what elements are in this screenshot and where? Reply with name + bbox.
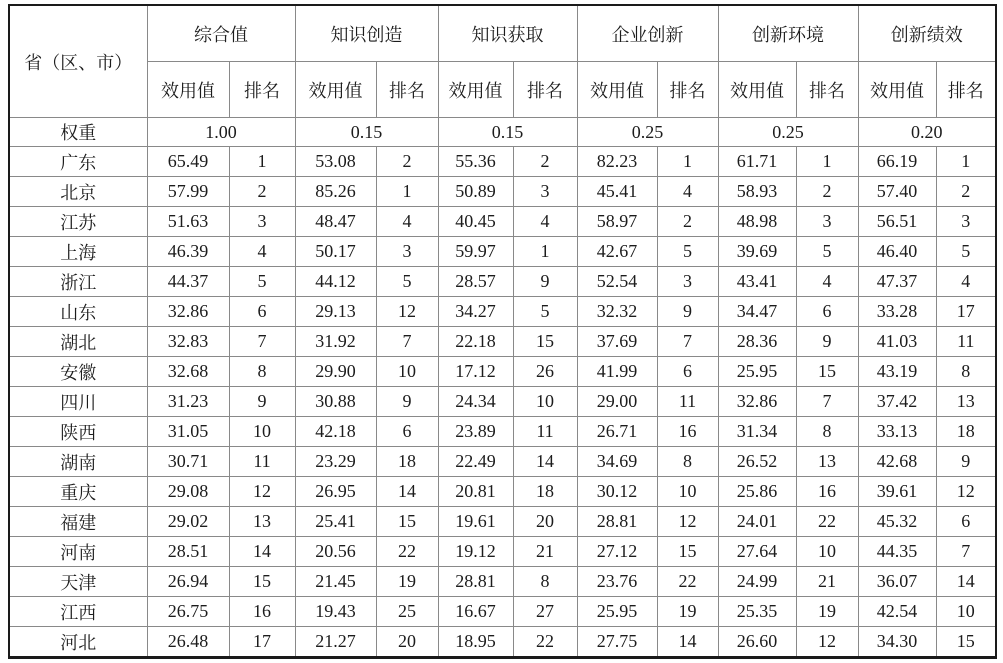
- utility-value-cell: 82.23: [577, 147, 657, 177]
- utility-value-cell: 26.94: [147, 567, 229, 597]
- utility-value-cell: 85.26: [295, 177, 376, 207]
- utility-value-cell: 66.19: [858, 147, 936, 177]
- rank-cell: 18: [936, 417, 996, 447]
- utility-value-cell: 47.37: [858, 267, 936, 297]
- utility-value-cell: 48.98: [718, 207, 796, 237]
- utility-value-cell: 46.39: [147, 237, 229, 267]
- subheader-utility: 效用值: [438, 62, 513, 118]
- rank-cell: 4: [796, 267, 858, 297]
- utility-value-cell: 19.43: [295, 597, 376, 627]
- utility-value-cell: 39.69: [718, 237, 796, 267]
- province-cell: 陕西: [9, 417, 147, 447]
- utility-value-cell: 26.75: [147, 597, 229, 627]
- rank-cell: 12: [936, 477, 996, 507]
- rank-cell: 2: [796, 177, 858, 207]
- utility-value-cell: 27.75: [577, 627, 657, 658]
- rank-cell: 8: [936, 357, 996, 387]
- rank-cell: 6: [229, 297, 295, 327]
- sub-header-row: [9, 62, 996, 118]
- rank-cell: 15: [936, 627, 996, 658]
- subheader-rank: 排名: [376, 62, 438, 118]
- utility-value-cell: 28.81: [577, 507, 657, 537]
- utility-value-cell: 42.54: [858, 597, 936, 627]
- utility-value-cell: 24.01: [718, 507, 796, 537]
- province-cell: 山东: [9, 297, 147, 327]
- utility-value-cell: 24.34: [438, 387, 513, 417]
- group-header-enterprise-innovation: 企业创新: [577, 5, 718, 62]
- rank-cell: 14: [229, 537, 295, 567]
- subheader-rank: 排名: [936, 62, 996, 118]
- rank-cell: 9: [657, 297, 718, 327]
- utility-value-cell: 26.95: [295, 477, 376, 507]
- rank-cell: 1: [376, 177, 438, 207]
- province-cell: 河南: [9, 537, 147, 567]
- rank-cell: 5: [796, 237, 858, 267]
- rank-cell: 7: [936, 537, 996, 567]
- utility-value-cell: 25.95: [577, 597, 657, 627]
- rank-cell: 20: [376, 627, 438, 658]
- table-row: [9, 477, 996, 507]
- rank-cell: 12: [229, 477, 295, 507]
- utility-value-cell: 25.86: [718, 477, 796, 507]
- utility-value-cell: 50.89: [438, 177, 513, 207]
- rank-cell: 22: [513, 627, 577, 658]
- utility-value-cell: 20.56: [295, 537, 376, 567]
- corner-header: 省（区、市）: [9, 5, 147, 118]
- utility-value-cell: 26.71: [577, 417, 657, 447]
- rank-cell: 10: [796, 537, 858, 567]
- table-row: [9, 147, 996, 177]
- rank-cell: 8: [796, 417, 858, 447]
- utility-value-cell: 34.30: [858, 627, 936, 658]
- table-row: [9, 267, 996, 297]
- rank-cell: 4: [657, 177, 718, 207]
- rank-cell: 14: [513, 447, 577, 477]
- utility-value-cell: 31.34: [718, 417, 796, 447]
- rank-cell: 5: [229, 267, 295, 297]
- rank-cell: 14: [376, 477, 438, 507]
- subheader-rank: 排名: [229, 62, 295, 118]
- rank-cell: 11: [229, 447, 295, 477]
- rank-cell: 4: [229, 237, 295, 267]
- rank-cell: 10: [936, 597, 996, 627]
- utility-value-cell: 31.05: [147, 417, 229, 447]
- utility-value-cell: 25.95: [718, 357, 796, 387]
- province-cell: 天津: [9, 567, 147, 597]
- utility-value-cell: 21.45: [295, 567, 376, 597]
- utility-value-cell: 56.51: [858, 207, 936, 237]
- utility-value-cell: 50.17: [295, 237, 376, 267]
- rank-cell: 22: [796, 507, 858, 537]
- utility-value-cell: 51.63: [147, 207, 229, 237]
- rank-cell: 2: [657, 207, 718, 237]
- utility-value-cell: 29.90: [295, 357, 376, 387]
- rank-cell: 19: [376, 567, 438, 597]
- rank-cell: 11: [936, 327, 996, 357]
- rank-cell: 22: [376, 537, 438, 567]
- rank-cell: 14: [657, 627, 718, 658]
- utility-value-cell: 29.02: [147, 507, 229, 537]
- utility-value-cell: 32.83: [147, 327, 229, 357]
- rank-cell: 15: [657, 537, 718, 567]
- weight-row: [9, 118, 996, 147]
- rank-cell: 10: [657, 477, 718, 507]
- utility-value-cell: 22.49: [438, 447, 513, 477]
- utility-value-cell: 31.92: [295, 327, 376, 357]
- weight-label: 权重: [9, 118, 147, 147]
- rank-cell: 22: [657, 567, 718, 597]
- rank-cell: 16: [229, 597, 295, 627]
- rank-cell: 9: [513, 267, 577, 297]
- province-cell: 河北: [9, 627, 147, 658]
- rank-cell: 6: [657, 357, 718, 387]
- province-cell: 湖北: [9, 327, 147, 357]
- rank-cell: 9: [376, 387, 438, 417]
- utility-value-cell: 42.67: [577, 237, 657, 267]
- utility-value-cell: 42.68: [858, 447, 936, 477]
- utility-value-cell: 29.13: [295, 297, 376, 327]
- utility-value-cell: 16.67: [438, 597, 513, 627]
- province-cell: 广东: [9, 147, 147, 177]
- province-cell: 安徽: [9, 357, 147, 387]
- table-row: [9, 357, 996, 387]
- rank-cell: 5: [513, 297, 577, 327]
- rank-cell: 16: [657, 417, 718, 447]
- rank-cell: 8: [229, 357, 295, 387]
- utility-value-cell: 46.40: [858, 237, 936, 267]
- table-row: [9, 507, 996, 537]
- utility-value-cell: 52.54: [577, 267, 657, 297]
- table-row: [9, 237, 996, 267]
- utility-value-cell: 30.12: [577, 477, 657, 507]
- utility-value-cell: 65.49: [147, 147, 229, 177]
- rank-cell: 4: [513, 207, 577, 237]
- utility-value-cell: 23.76: [577, 567, 657, 597]
- rank-cell: 17: [936, 297, 996, 327]
- utility-value-cell: 26.60: [718, 627, 796, 658]
- subheader-utility: 效用值: [718, 62, 796, 118]
- rank-cell: 3: [376, 237, 438, 267]
- rank-cell: 7: [657, 327, 718, 357]
- utility-value-cell: 57.40: [858, 177, 936, 207]
- utility-value-cell: 37.69: [577, 327, 657, 357]
- rank-cell: 13: [936, 387, 996, 417]
- utility-value-cell: 48.47: [295, 207, 376, 237]
- province-cell: 江西: [9, 597, 147, 627]
- weight-value: 0.15: [295, 118, 438, 147]
- utility-value-cell: 58.97: [577, 207, 657, 237]
- rank-cell: 7: [376, 327, 438, 357]
- utility-value-cell: 20.81: [438, 477, 513, 507]
- rank-cell: 21: [513, 537, 577, 567]
- table-row: [9, 447, 996, 477]
- province-cell: 北京: [9, 177, 147, 207]
- utility-value-cell: 26.52: [718, 447, 796, 477]
- innovation-index-table: [8, 4, 997, 659]
- rank-cell: 12: [376, 297, 438, 327]
- rank-cell: 18: [513, 477, 577, 507]
- utility-value-cell: 28.36: [718, 327, 796, 357]
- utility-value-cell: 21.27: [295, 627, 376, 658]
- subheader-rank: 排名: [657, 62, 718, 118]
- weight-value: 0.15: [438, 118, 577, 147]
- rank-cell: 11: [657, 387, 718, 417]
- utility-value-cell: 57.99: [147, 177, 229, 207]
- utility-value-cell: 23.29: [295, 447, 376, 477]
- rank-cell: 27: [513, 597, 577, 627]
- province-cell: 江苏: [9, 207, 147, 237]
- utility-value-cell: 34.27: [438, 297, 513, 327]
- rank-cell: 4: [376, 207, 438, 237]
- utility-value-cell: 43.41: [718, 267, 796, 297]
- utility-value-cell: 33.13: [858, 417, 936, 447]
- rank-cell: 3: [657, 267, 718, 297]
- rank-cell: 17: [229, 627, 295, 658]
- rank-cell: 3: [796, 207, 858, 237]
- table-row: [9, 297, 996, 327]
- utility-value-cell: 43.19: [858, 357, 936, 387]
- rank-cell: 5: [376, 267, 438, 297]
- rank-cell: 6: [376, 417, 438, 447]
- utility-value-cell: 34.69: [577, 447, 657, 477]
- rank-cell: 1: [657, 147, 718, 177]
- rank-cell: 5: [657, 237, 718, 267]
- subheader-utility: 效用值: [577, 62, 657, 118]
- province-cell: 四川: [9, 387, 147, 417]
- utility-value-cell: 30.88: [295, 387, 376, 417]
- utility-value-cell: 33.28: [858, 297, 936, 327]
- utility-value-cell: 24.99: [718, 567, 796, 597]
- rank-cell: 10: [229, 417, 295, 447]
- group-header-knowledge-creation: 知识创造: [295, 5, 438, 62]
- rank-cell: 13: [229, 507, 295, 537]
- table-row: [9, 537, 996, 567]
- utility-value-cell: 44.37: [147, 267, 229, 297]
- rank-cell: 2: [513, 147, 577, 177]
- province-cell: 福建: [9, 507, 147, 537]
- rank-cell: 15: [376, 507, 438, 537]
- weight-value: 0.25: [718, 118, 858, 147]
- subheader-utility: 效用值: [147, 62, 229, 118]
- utility-value-cell: 27.64: [718, 537, 796, 567]
- utility-value-cell: 58.93: [718, 177, 796, 207]
- rank-cell: 19: [657, 597, 718, 627]
- rank-cell: 12: [657, 507, 718, 537]
- rank-cell: 18: [376, 447, 438, 477]
- utility-value-cell: 61.71: [718, 147, 796, 177]
- utility-value-cell: 17.12: [438, 357, 513, 387]
- province-cell: 上海: [9, 237, 147, 267]
- utility-value-cell: 53.08: [295, 147, 376, 177]
- rank-cell: 15: [513, 327, 577, 357]
- utility-value-cell: 29.00: [577, 387, 657, 417]
- table-row: [9, 567, 996, 597]
- province-cell: 湖南: [9, 447, 147, 477]
- utility-value-cell: 18.95: [438, 627, 513, 658]
- utility-value-cell: 45.41: [577, 177, 657, 207]
- utility-value-cell: 44.12: [295, 267, 376, 297]
- subheader-utility: 效用值: [858, 62, 936, 118]
- group-header-row: [9, 5, 996, 62]
- utility-value-cell: 28.51: [147, 537, 229, 567]
- utility-value-cell: 45.32: [858, 507, 936, 537]
- rank-cell: 4: [936, 267, 996, 297]
- group-header-knowledge-acquisition: 知识获取: [438, 5, 577, 62]
- table-row: [9, 627, 996, 658]
- subheader-rank: 排名: [796, 62, 858, 118]
- rank-cell: 2: [376, 147, 438, 177]
- utility-value-cell: 59.97: [438, 237, 513, 267]
- rank-cell: 20: [513, 507, 577, 537]
- rank-cell: 25: [376, 597, 438, 627]
- utility-value-cell: 37.42: [858, 387, 936, 417]
- table-row: [9, 207, 996, 237]
- rank-cell: 2: [936, 177, 996, 207]
- utility-value-cell: 30.71: [147, 447, 229, 477]
- utility-value-cell: 25.35: [718, 597, 796, 627]
- utility-value-cell: 19.12: [438, 537, 513, 567]
- rank-cell: 14: [936, 567, 996, 597]
- utility-value-cell: 25.41: [295, 507, 376, 537]
- utility-value-cell: 32.86: [147, 297, 229, 327]
- utility-value-cell: 44.35: [858, 537, 936, 567]
- rank-cell: 2: [229, 177, 295, 207]
- rank-cell: 9: [936, 447, 996, 477]
- rank-cell: 8: [513, 567, 577, 597]
- rank-cell: 9: [796, 327, 858, 357]
- rank-cell: 3: [229, 207, 295, 237]
- rank-cell: 8: [657, 447, 718, 477]
- table-row: [9, 417, 996, 447]
- rank-cell: 10: [513, 387, 577, 417]
- weight-value: 1.00: [147, 118, 295, 147]
- group-header-innovation-performance: 创新绩效: [858, 5, 996, 62]
- rank-cell: 13: [796, 447, 858, 477]
- rank-cell: 10: [376, 357, 438, 387]
- utility-value-cell: 31.23: [147, 387, 229, 417]
- utility-value-cell: 32.86: [718, 387, 796, 417]
- rank-cell: 5: [936, 237, 996, 267]
- table-row: [9, 177, 996, 207]
- rank-cell: 7: [229, 327, 295, 357]
- subheader-rank: 排名: [513, 62, 577, 118]
- utility-value-cell: 34.47: [718, 297, 796, 327]
- rank-cell: 1: [229, 147, 295, 177]
- rank-cell: 15: [229, 567, 295, 597]
- rank-cell: 1: [936, 147, 996, 177]
- table-row: [9, 597, 996, 627]
- utility-value-cell: 55.36: [438, 147, 513, 177]
- rank-cell: 16: [796, 477, 858, 507]
- group-header-composite: 综合值: [147, 5, 295, 62]
- rank-cell: 21: [796, 567, 858, 597]
- utility-value-cell: 41.03: [858, 327, 936, 357]
- utility-value-cell: 28.81: [438, 567, 513, 597]
- rank-cell: 1: [513, 237, 577, 267]
- table-row: [9, 387, 996, 417]
- subheader-utility: 效用值: [295, 62, 376, 118]
- utility-value-cell: 36.07: [858, 567, 936, 597]
- rank-cell: 12: [796, 627, 858, 658]
- province-cell: 重庆: [9, 477, 147, 507]
- rank-cell: 9: [229, 387, 295, 417]
- utility-value-cell: 32.68: [147, 357, 229, 387]
- rank-cell: 7: [796, 387, 858, 417]
- utility-value-cell: 19.61: [438, 507, 513, 537]
- rank-cell: 6: [796, 297, 858, 327]
- utility-value-cell: 40.45: [438, 207, 513, 237]
- utility-value-cell: 39.61: [858, 477, 936, 507]
- rank-cell: 15: [796, 357, 858, 387]
- rank-cell: 3: [936, 207, 996, 237]
- rank-cell: 1: [796, 147, 858, 177]
- utility-value-cell: 41.99: [577, 357, 657, 387]
- utility-value-cell: 32.32: [577, 297, 657, 327]
- weight-value: 0.25: [577, 118, 718, 147]
- province-cell: 浙江: [9, 267, 147, 297]
- utility-value-cell: 22.18: [438, 327, 513, 357]
- utility-value-cell: 42.18: [295, 417, 376, 447]
- rank-cell: 11: [513, 417, 577, 447]
- weight-value: 0.20: [858, 118, 996, 147]
- group-header-innovation-environment: 创新环境: [718, 5, 858, 62]
- utility-value-cell: 27.12: [577, 537, 657, 567]
- rank-cell: 3: [513, 177, 577, 207]
- utility-value-cell: 29.08: [147, 477, 229, 507]
- utility-value-cell: 23.89: [438, 417, 513, 447]
- rank-cell: 6: [936, 507, 996, 537]
- table-row: [9, 327, 996, 357]
- utility-value-cell: 28.57: [438, 267, 513, 297]
- rank-cell: 26: [513, 357, 577, 387]
- rank-cell: 19: [796, 597, 858, 627]
- utility-value-cell: 26.48: [147, 627, 229, 658]
